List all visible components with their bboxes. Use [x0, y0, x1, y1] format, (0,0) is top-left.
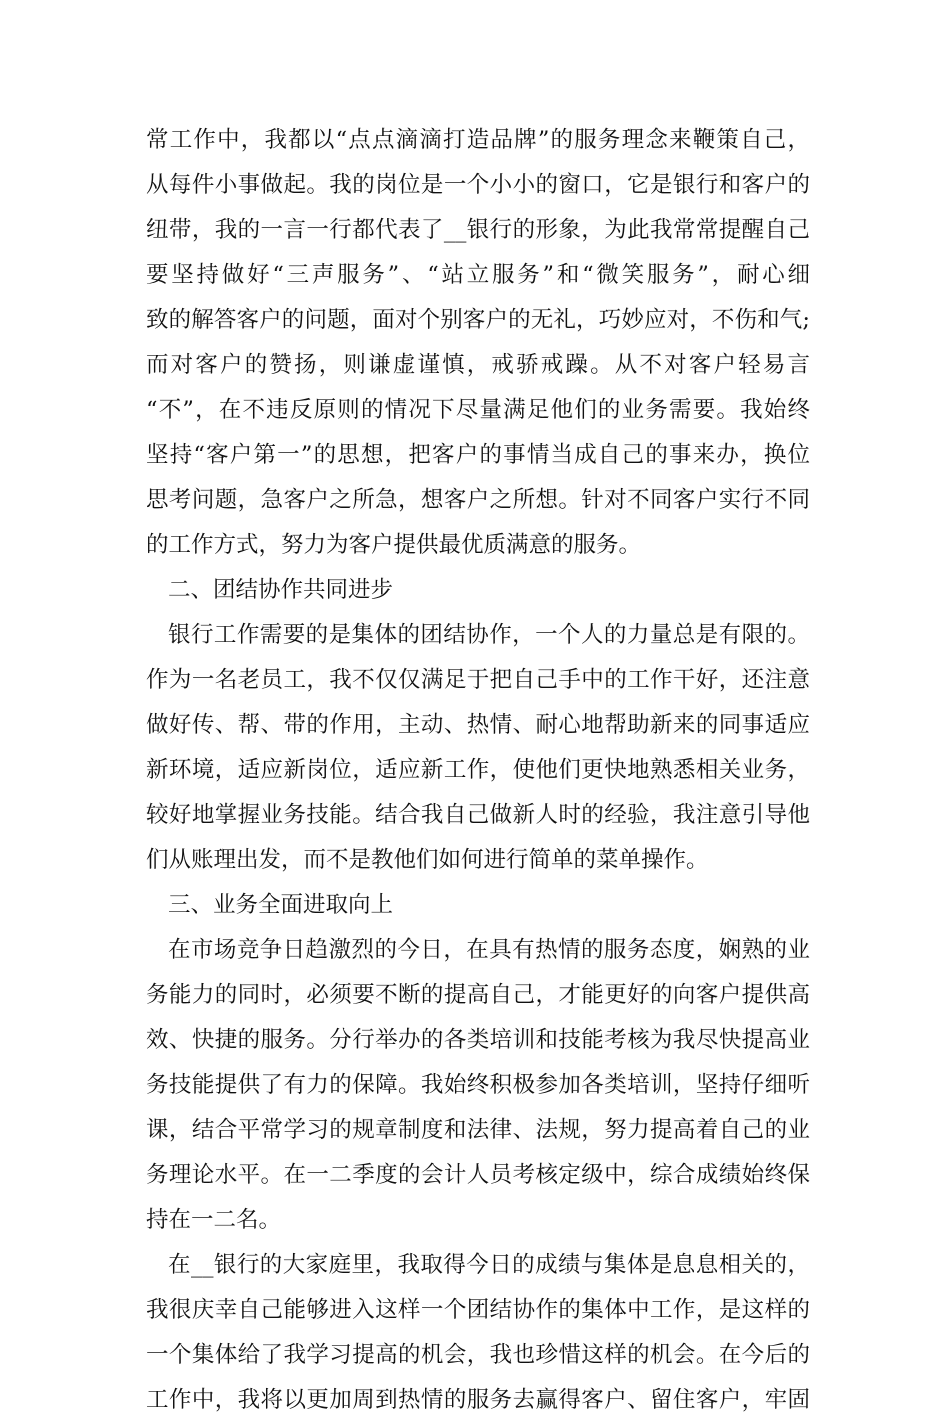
text-line: 在市场竞争日趋激烈的今日，在具有热情的服务态度，娴熟的业 [168, 937, 810, 963]
text-line: 务能力的同时，必须要不断的提高自己，才能更好的向客户提供高 [146, 982, 810, 1008]
text-line: “不”，在不违反原则的情况下尽量满足他们的业务需要。我始终 [146, 397, 810, 423]
paragraph-conclusion [146, 1243, 810, 1423]
text-line: 在__银行的大家庭里，我取得今日的成绩与集体是息息相关的， [168, 1252, 810, 1278]
text-line: 纽带，我的一言一行都代表了__银行的形象，为此我常常提醒自己 [146, 217, 810, 243]
text-line: 做好传、帮、带的作用，主动、热情、耐心地帮助新来的同事适应 [146, 712, 810, 738]
text-line: 常工作中，我都以“点点滴滴打造品牌”的服务理念来鞭策自己， [146, 127, 810, 153]
text-line: 从每件小事做起。我的岗位是一个小小的窗口，它是银行和客户的 [146, 172, 810, 198]
text-line: 而对客户的赞扬，则谦虚谨慎，戒骄戒躁。从不对客户轻易言 [146, 352, 810, 378]
text-line: 思考问题，急客户之所急，想客户之所想。针对不同客户实行不同 [146, 487, 810, 513]
text-line: 持在一二名。 [146, 1207, 282, 1233]
text-line: 作为一名老员工，我不仅仅满足于把自己手中的工作干好，还注意 [146, 667, 810, 693]
text-line: 课，结合平常学习的规章制度和法律、法规，努力提高着自己的业 [146, 1117, 810, 1143]
text-line: 新环境，适应新岗位，适应新工作，使他们更快地熟悉相关业务， [146, 757, 810, 783]
text-line: 坚持“客户第一”的思想，把客户的事情当成自己的事来办，换位 [146, 442, 810, 468]
paragraph-service-philosophy [146, 118, 810, 568]
text-line: 工作中，我将以更加周到热情的服务去赢得客户、留住客户，牢固 [146, 1387, 810, 1413]
section-heading-teamwork: 二、团结协作共同进步 [168, 577, 394, 603]
text-line: 较好地掌握业务技能。结合我自己做新人时的经验，我注意引导他 [146, 802, 810, 828]
paragraph-business [146, 928, 810, 1243]
text-line: 要坚持做好“三声服务”、“站立服务”和“微笑服务”，耐心细 [146, 262, 810, 288]
paragraph-teamwork [146, 613, 810, 883]
text-line: 效、快捷的服务。分行举办的各类培训和技能考核为我尽快提高业 [146, 1027, 810, 1053]
text-line: 们从账理出发，而不是教他们如何进行简单的菜单操作。 [146, 847, 709, 873]
text-line: 银行工作需要的是集体的团结协作，一个人的力量总是有限的。 [168, 622, 810, 648]
document-body [146, 118, 810, 1423]
text-line: 务技能提供了有力的保障。我始终积极参加各类培训，坚持仔细听 [146, 1072, 810, 1098]
text-line: 务理论水平。在一二季度的会计人员考核定级中，综合成绩始终保 [146, 1162, 810, 1188]
section-heading-business: 三、业务全面进取向上 [168, 892, 394, 918]
text-line: 我很庆幸自己能够进入这样一个团结协作的集体中工作，是这样的 [146, 1297, 810, 1323]
text-line: 的工作方式，努力为客户提供最优质满意的服务。 [146, 532, 642, 558]
text-line: 一个集体给了我学习提高的机会，我也珍惜这样的机会。在今后的 [146, 1342, 810, 1368]
text-line: 致的解答客户的问题，面对个别客户的无礼，巧妙应对，不伤和气; [146, 307, 810, 333]
